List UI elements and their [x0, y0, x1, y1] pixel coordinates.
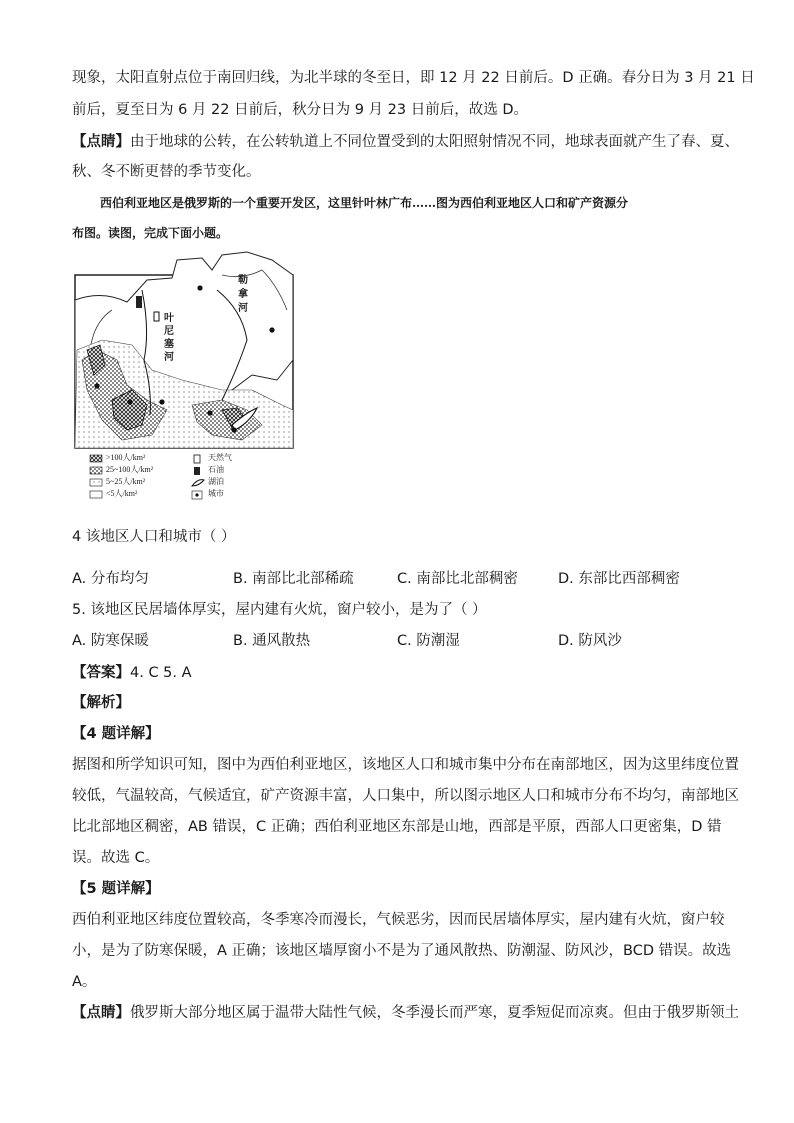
city-dot — [207, 410, 212, 415]
yenisei-label: 叶 尼 塞 河 — [164, 313, 174, 363]
answer-tag: 【答案】 — [72, 665, 130, 681]
text-line-1: 现象，太阳直射点位于南回归线，为北半球的冬至日，即 12 月 22 日前后。D 正确。春分日为 3 月 21 日 — [72, 70, 755, 86]
final-text: 俄罗斯大部分地区属于温带大陆性气候，冬季漫长而严寒，夏季短促而凉爽。但由于俄罗斯领土 — [130, 1005, 739, 1021]
gas-marker — [136, 296, 142, 308]
city-dot — [94, 383, 99, 388]
oil-marker — [154, 312, 159, 321]
q4-option-d: D. 东部比西部稠密 — [558, 571, 680, 587]
tip-text: 由于地球的公转，在公转轨道上不同位置受到的太阳照射情况不同，地球表面就产生了春、夏、 — [130, 134, 739, 150]
q4-option-a: A. 分布均匀 — [72, 571, 149, 587]
q5-detail-line: 西伯利亚地区纬度位置较高，冬季寒冷而漫长，气候恶劣，因而民居墙体厚实，屋内建有火炕，窗户较 — [72, 912, 725, 928]
analysis-tag: 【解析】 — [72, 695, 130, 711]
q5-option-a: A. 防寒保暖 — [72, 633, 149, 649]
final-tip — [72, 1001, 739, 1022]
answer-text: 4. C 5. A — [130, 665, 192, 681]
q4-option-c: C. 南部比北部稠密 — [397, 571, 518, 587]
city-dot — [127, 399, 132, 404]
q4-detail-line: 误。故选 C。 — [72, 850, 160, 866]
city-dot — [197, 285, 202, 290]
text-line-4: 秋、冬不断更替的季节变化。 — [72, 164, 261, 180]
intro-line-2: 布图。读图，完成下面小题。 — [72, 226, 229, 240]
intro-line-1: 西伯利亚地区是俄罗斯的一个重要开发区，这里针叶林广布……图为西伯利亚地区人口和矿产资源分 — [100, 196, 629, 210]
q4-option-b: B. 南部比北部稀疏 — [233, 571, 354, 587]
q4-stem: 4 该地区人口和城市（ ） — [72, 529, 236, 545]
siberia-map — [72, 250, 302, 510]
q5-detail-tag: 【5 题详解】 — [72, 881, 160, 897]
q5-stem: 5. 该地区民居墙体厚实，屋内建有火炕，窗户较小，是为了（ ） — [72, 602, 487, 618]
q4-detail-line: 较低，气温较高，气候适宜，矿产资源丰富，人口集中，所以图示地区人口和城市分布不均匀，南部地区 — [72, 788, 739, 804]
city-dot — [231, 427, 236, 432]
q5-detail-line: 小，是为了防寒保暖，A 正确；该地区墙厚窗小不是为了通风散热、防潮湿、防风沙，BCD 错误。故选 — [72, 943, 732, 959]
answer-line — [72, 661, 192, 682]
q4-detail-tag: 【4 题详解】 — [72, 726, 160, 742]
q5-option-d: D. 防风沙 — [558, 633, 622, 649]
lena-label: 勒 拿 河 — [238, 275, 248, 314]
legend-resources: 天然气 石油 湖泊 城市 — [208, 453, 232, 498]
city-dot — [269, 327, 274, 332]
tip-line-1 — [72, 130, 739, 151]
text-line-2: 前后，夏至日为 6 月 22 日前后，秋分日为 9 月 23 日前后，故选 D。 — [72, 102, 528, 118]
q4-detail-line: 据图和所学知识可知，图中为西伯利亚地区，该地区人口和城市集中分布在南部地区，因为这里纬度位置 — [72, 757, 739, 773]
q5-option-b: B. 通风散热 — [233, 633, 311, 649]
tip-tag: 【点睛】 — [72, 134, 130, 150]
city-dot — [159, 399, 164, 404]
q5-option-c: C. 防潮湿 — [397, 633, 460, 649]
q5-detail-line: A。 — [72, 974, 97, 990]
legend-population: >100人/km² 25~100人/km² 5~25人/km² <5人/km² — [106, 453, 154, 498]
q4-detail-line: 比北部地区稠密，AB 错误，C 正确；西伯利亚地区东部是山地，西部是平原，西部人口更密集，D 错 — [72, 819, 722, 835]
final-tag: 【点睛】 — [72, 1005, 130, 1021]
